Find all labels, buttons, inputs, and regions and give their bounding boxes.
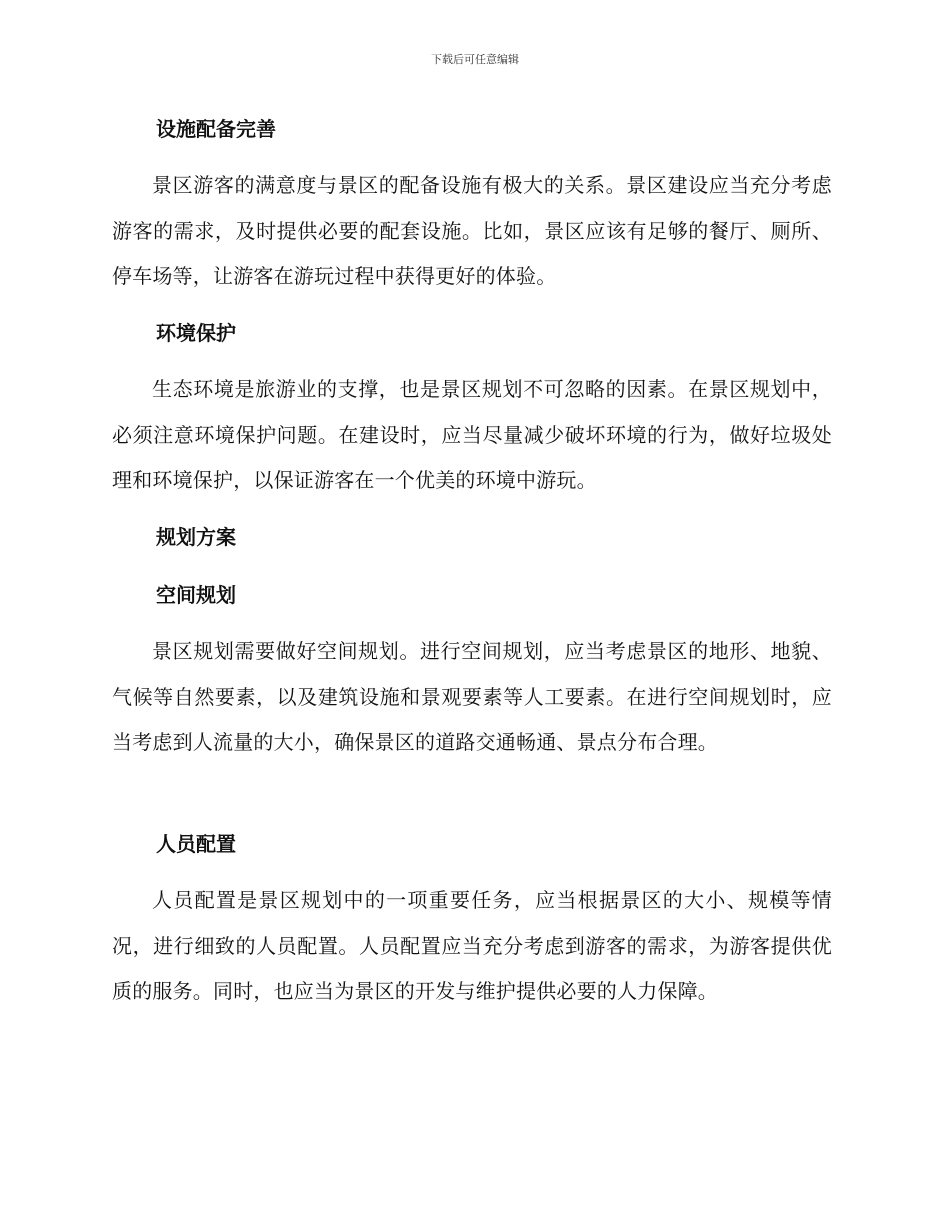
section-paragraph-environment: 生态环境是旅游业的支撑，也是景区规划不可忽略的因素。在景区规划中，必须注意环境保护问题。在建设时，应当尽量减少破坏环境的行为，做好垃圾处理和环境保护，以保证游客在一个优美的环境中游玩。 <box>112 377 832 492</box>
section-paragraph-facilities: 景区游客的满意度与景区的配备设施有极大的关系。景区建设应当充分考虑游客的需求，及时提供必要的配套设施。比如，景区应该有足够的餐厅、厕所、停车场等，让游客在游玩过程中获得更好的体验。 <box>112 173 832 288</box>
section-heading-plan: 规划方案 <box>156 525 236 549</box>
section-heading-environment: 环境保护 <box>156 321 236 345</box>
section-paragraph-space: 景区规划需要做好空间规划。进行空间规划，应当考虑景区的地形、地貌、气候等自然要素，以及建筑设施和景观要素等人工要素。在进行空间规划时，应当考虑到人流量的大小，确保景区的道路交通畅通、景点分布合理。 <box>112 639 832 754</box>
page-header: 下载后可任意编辑 <box>431 53 519 66</box>
section-heading-space: 空间规划 <box>156 583 236 607</box>
section-heading-facilities: 设施配备完善 <box>156 117 276 141</box>
section-paragraph-staffing: 人员配置是景区规划中的一项重要任务，应当根据景区的大小、规模等情况，进行细致的人员配置。人员配置应当充分考虑到游客的需求，为游客提供优质的服务。同时，也应当为景区的开发与维护提供必要的人力保障。 <box>112 888 832 1003</box>
section-heading-staffing: 人员配置 <box>156 832 236 856</box>
